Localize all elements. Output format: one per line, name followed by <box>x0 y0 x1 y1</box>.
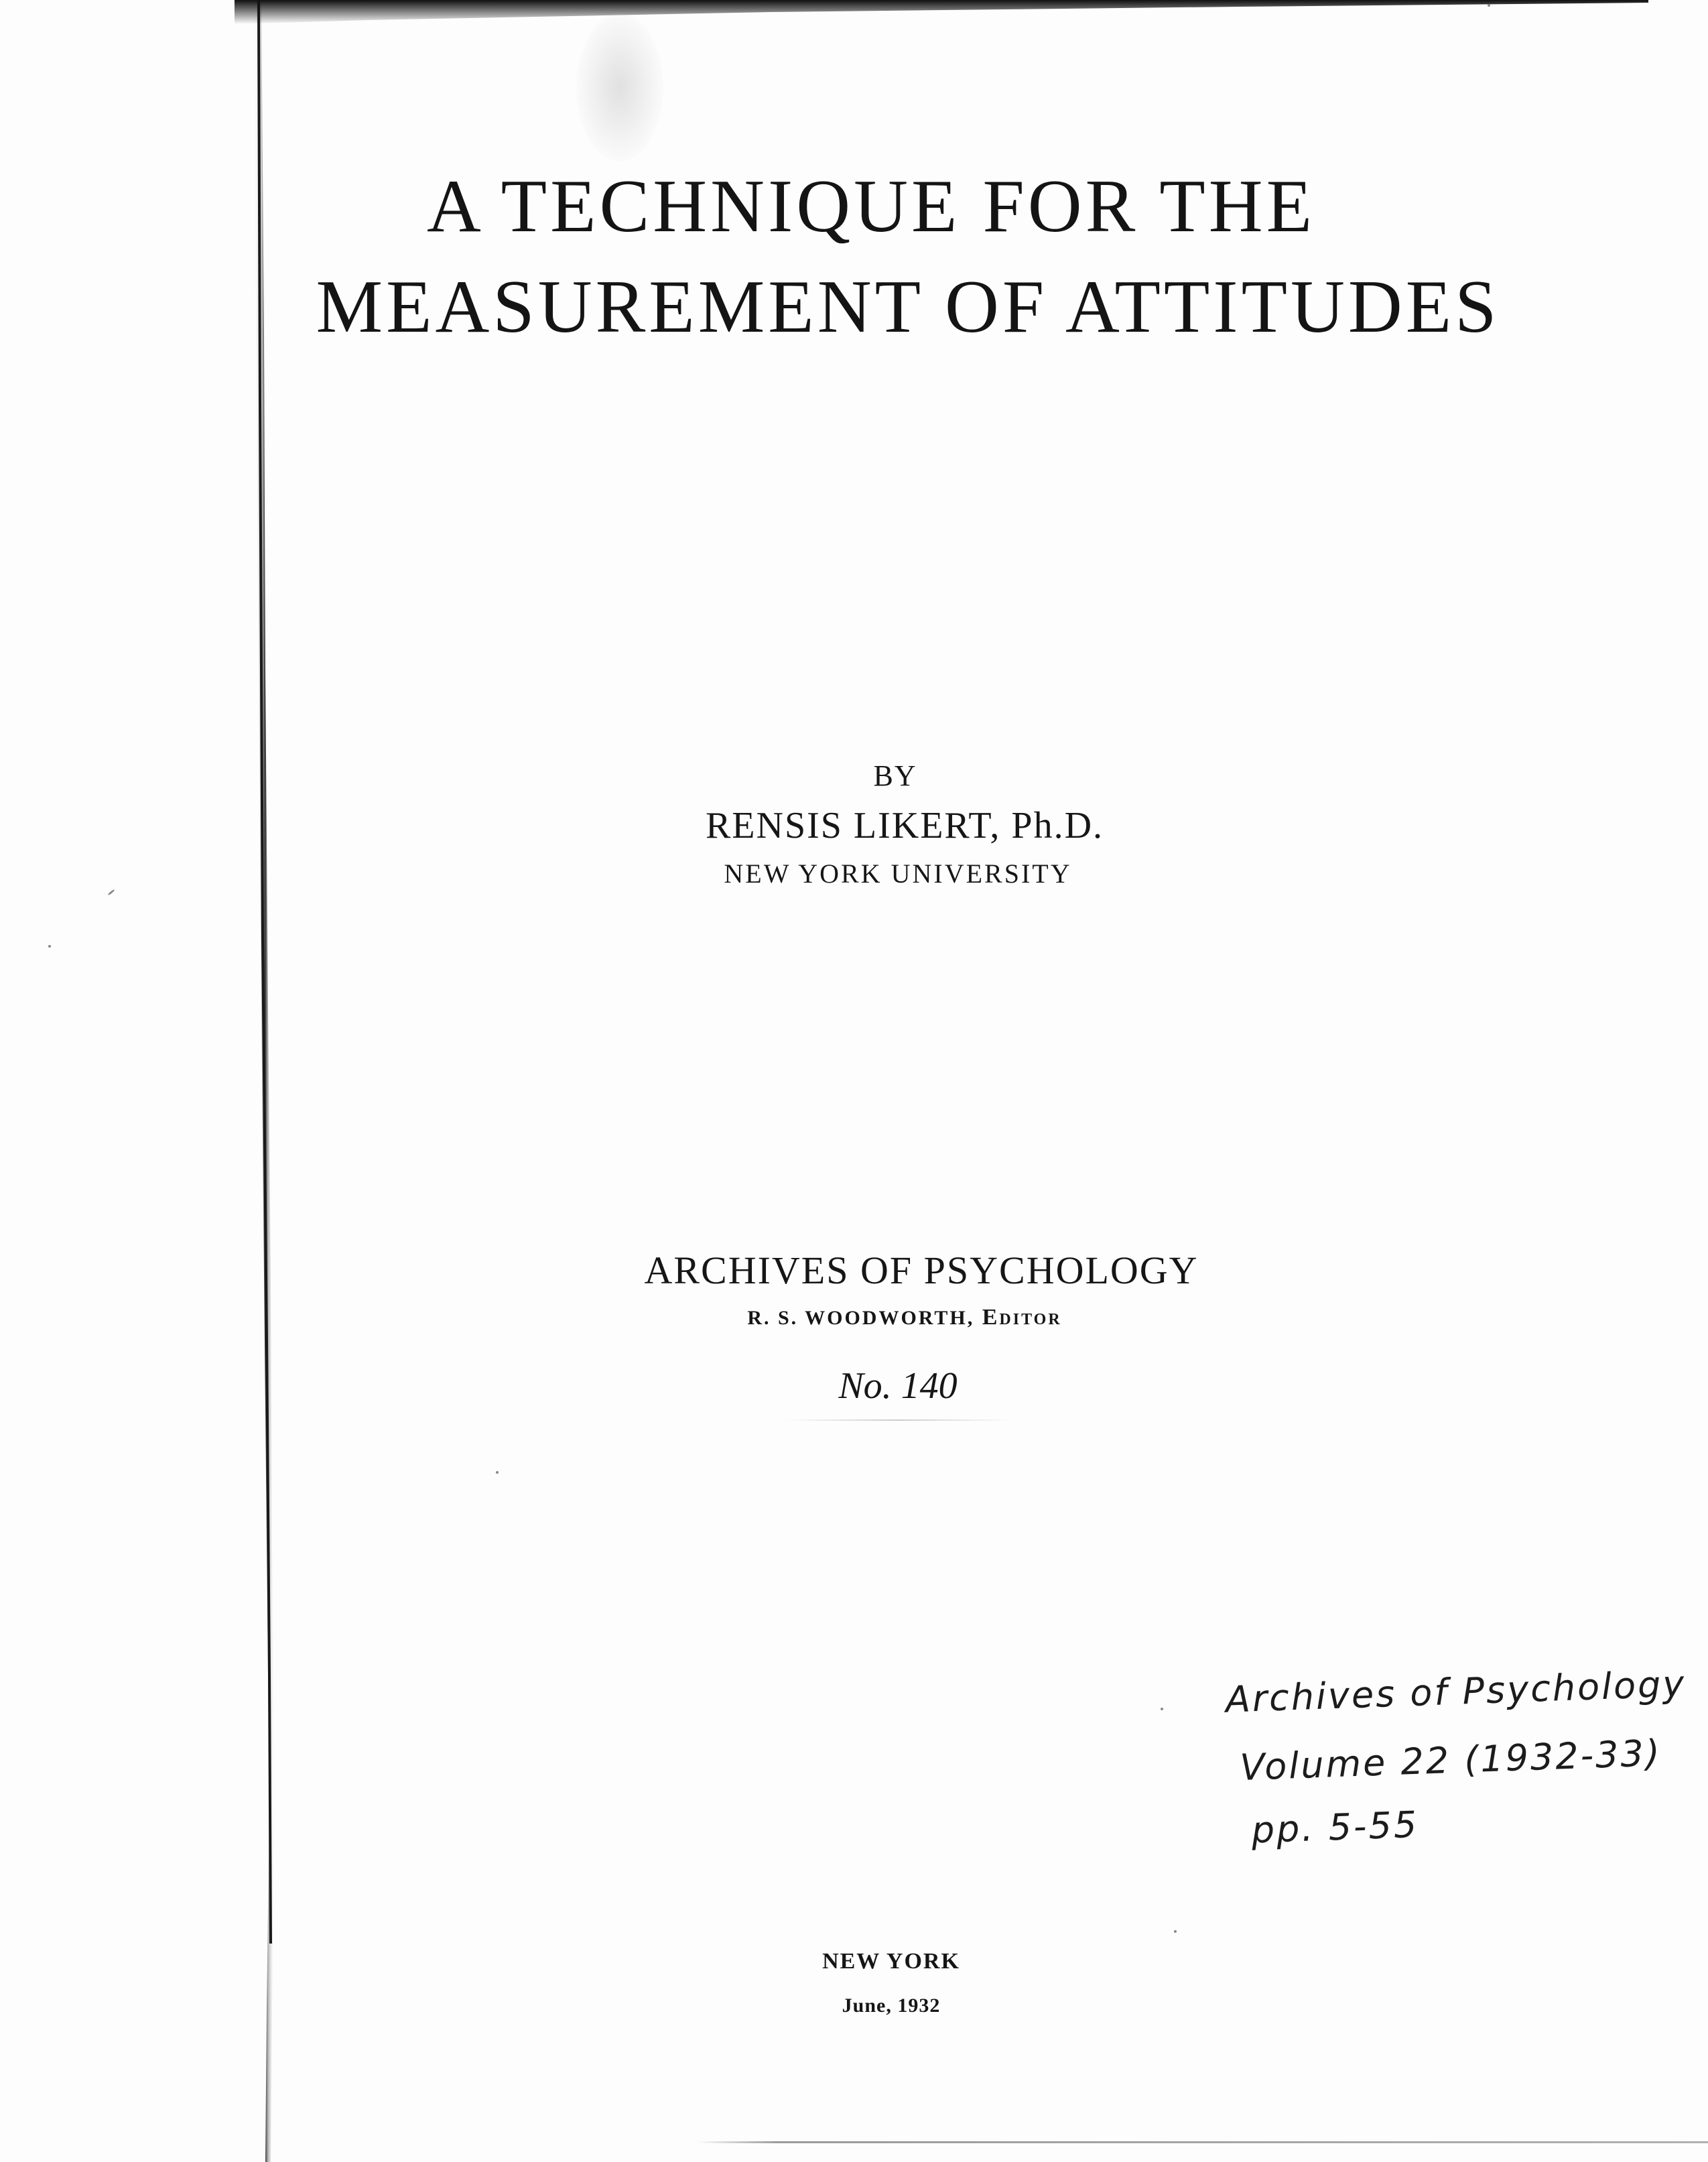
handwritten-line-volume: Volume 22 (1932-33) <box>1239 1732 1662 1789</box>
scan-speck <box>1161 1708 1163 1710</box>
journal-editor: R. S. WOODWORTH, Editor <box>747 1305 1062 1330</box>
scan-speck <box>48 945 51 948</box>
top-edge-shadow <box>235 0 1648 24</box>
handwritten-line-journal: Archives of Psychology <box>1224 1662 1687 1721</box>
title-line-2: MEASUREMENT OF ATTITUDES <box>316 265 1500 348</box>
issue-faint-rule <box>784 1419 1012 1421</box>
bottom-edge-line <box>697 2141 1708 2143</box>
scan-speck <box>496 1471 499 1474</box>
publisher-city: NEW YORK <box>822 1949 960 1974</box>
stain-smudge <box>576 13 663 161</box>
binding-spine-shadow <box>241 0 281 2162</box>
author-affiliation: NEW YORK UNIVERSITY <box>724 859 1072 889</box>
scan-speck <box>1174 1930 1177 1933</box>
scan-speck <box>107 889 115 895</box>
issue-number: No. 140 <box>838 1365 958 1407</box>
byline: BY <box>873 759 917 792</box>
author-name: RENSIS LIKERT, Ph.D. <box>705 805 1104 846</box>
scan-speck <box>1488 4 1490 7</box>
handwritten-line-pages: pp. 5-55 <box>1250 1803 1420 1852</box>
handwritten-citation-note <box>1220 1662 1694 1852</box>
publication-date: June, 1932 <box>842 1994 941 2017</box>
journal-name: ARCHIVES OF PSYCHOLOGY <box>644 1249 1199 1292</box>
title-line-1: A TECHNIQUE FOR THE <box>426 165 1315 248</box>
